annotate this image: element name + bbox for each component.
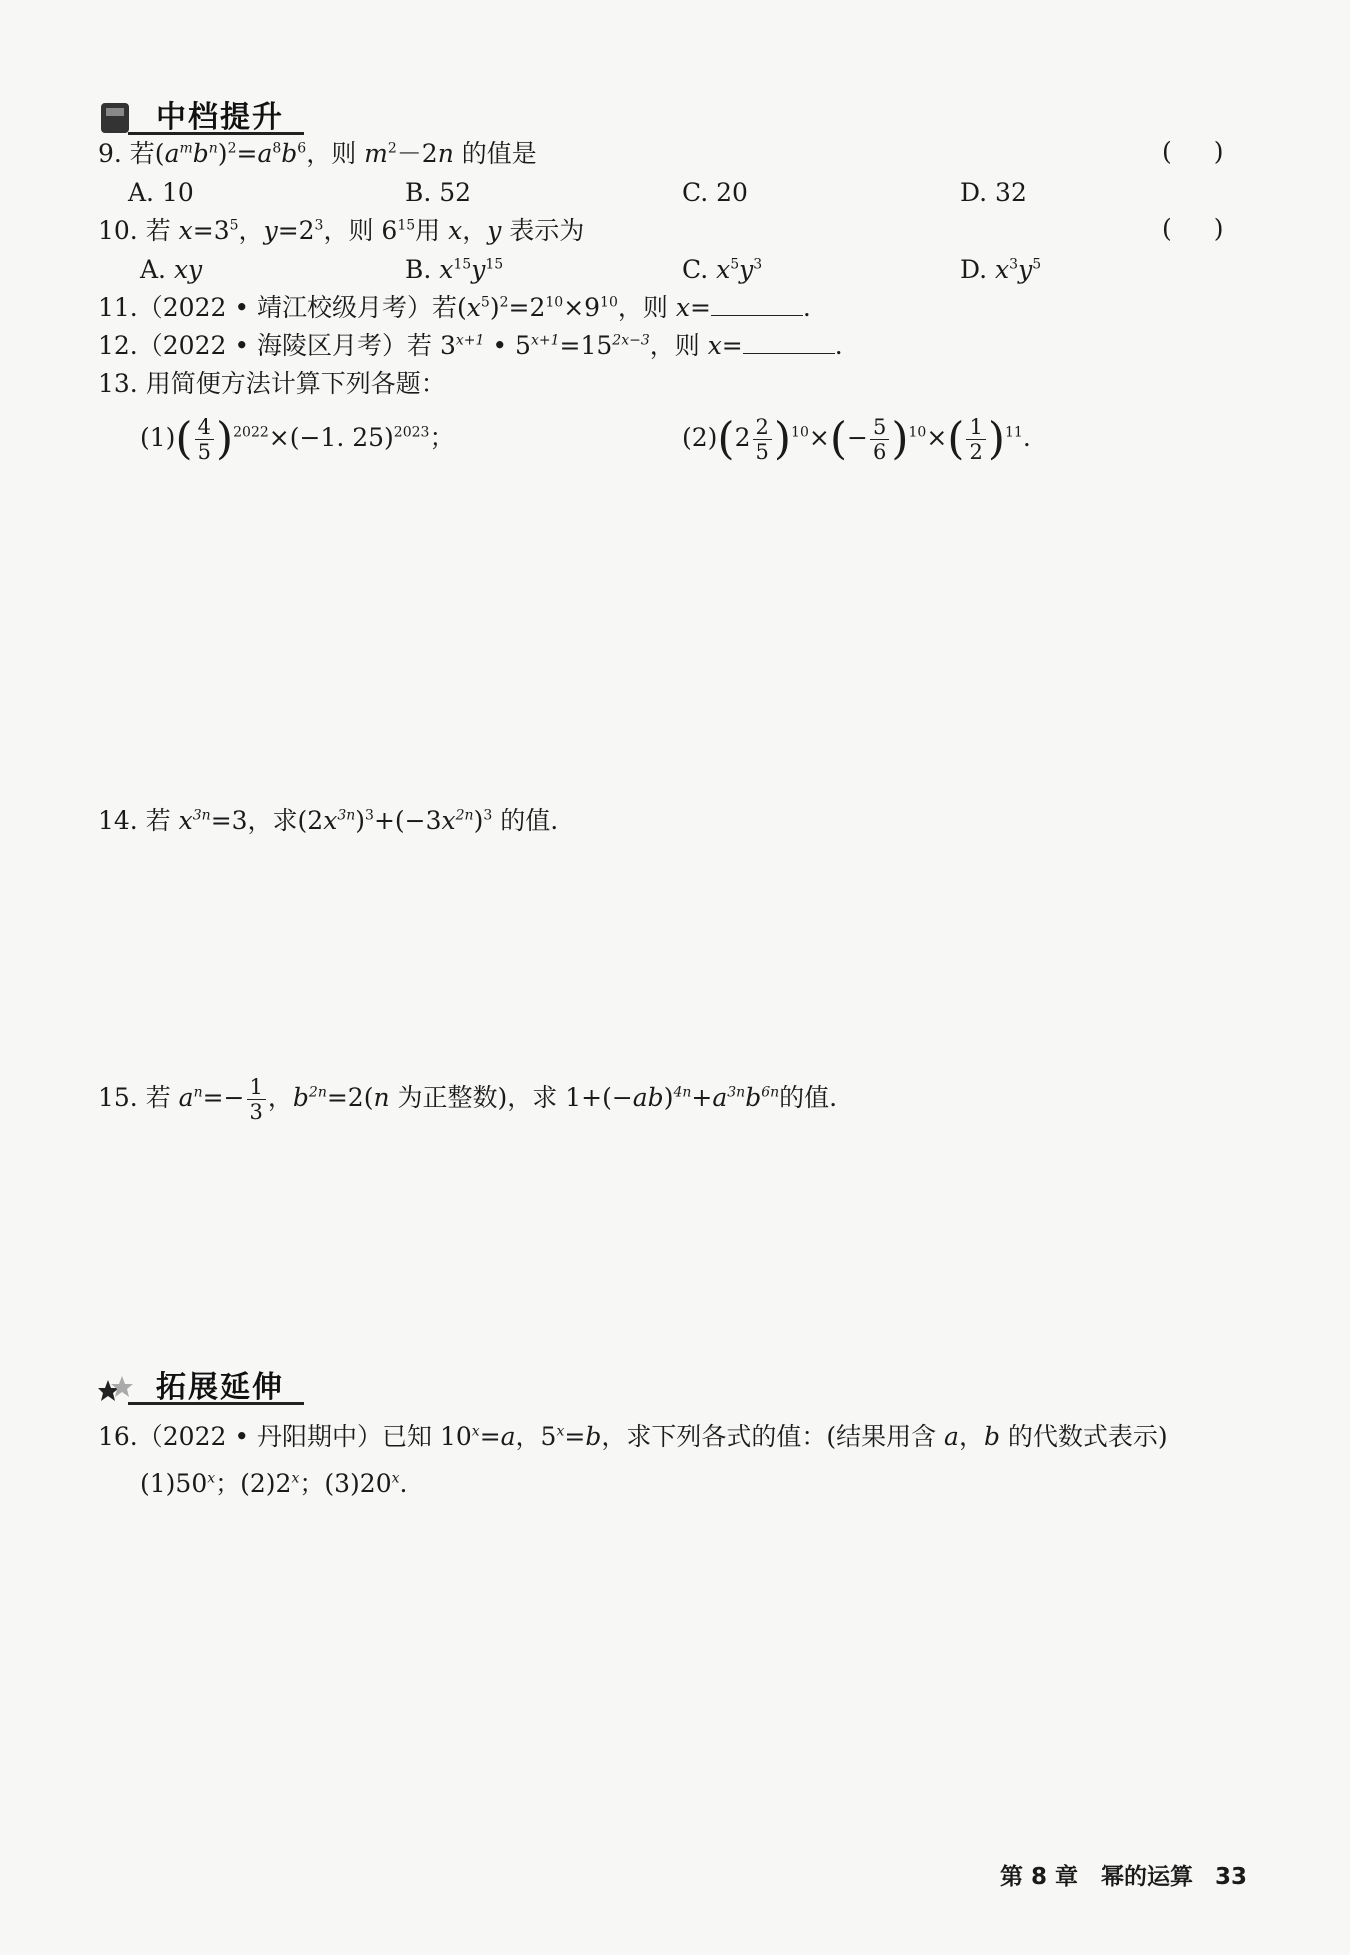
fraction-1-3: $\frac{1}{3}$ (247, 1075, 266, 1124)
answer-blank-12[interactable] (743, 333, 835, 354)
question-16: 16.（2022 • 丹阳期中）已知 $10^x=a$，$5^x=b$，求下列各式的值：(结果用含 a，b 的代数式表示) (98, 1422, 1168, 1451)
question-14: 14. 若 $x^{3n}=3$，求$(2x^{3n})^3+(-3x^{2n})^3$ 的值. (98, 806, 559, 835)
section-header-mid (98, 92, 308, 138)
q10-option-b: B. $x^{15}y^{15}$ (405, 255, 504, 284)
answer-blank-11[interactable] (711, 295, 803, 316)
q9-option-a: A. 10 (128, 178, 194, 207)
answer-paren-9: ( ) (1162, 137, 1224, 166)
q10-option-a: A. xy (140, 255, 203, 284)
chapter-title: 第 8 章 幂的运算 (1000, 1864, 1194, 1890)
q13-part-1: (1)( $\frac{4}{5}$ )$^{2022}$×(−1. 25)$^{2023}$； (140, 413, 455, 465)
question-15: 15. 若 $a^n=-$ $\frac{1}{3}$ ，$b^{2n}=2(n$ 为正整数)，求 $1+(-ab)^{4n}+a^{3n}b^{6n}$的值. (98, 1075, 838, 1124)
section-badge-icon (98, 100, 134, 136)
question-11: 11.（2022 • 靖江校级月考）若$(x^5)^2=2^{10}\times 9^{10}$，则 x= . (98, 293, 811, 322)
q16-subparts: (1)50$^x$；(2)2$^x$；(3)20$^x$. (140, 1469, 408, 1498)
section-title: 中档提升 (156, 100, 284, 135)
question-13: 13. 用简便方法计算下列各题： (98, 369, 446, 398)
star-badge-icon (98, 1370, 134, 1406)
q10-option-c: C. $x^5y^3$ (682, 255, 763, 284)
section-title: 拓展延伸 (156, 1370, 284, 1405)
page-footer (1000, 1858, 1247, 1891)
question-9: 9. 若$(a^mb^n)^2=a^8b^6$，则 $m^2-2n$ 的值是 (98, 139, 537, 168)
q13-part-2: (2)(2 $\frac{2}{5}$ )$^{10}$×(− $\frac{5}{6}$ )$^{10}$×( $\frac{1}{2}$ )$^{11}$. (682, 413, 1031, 465)
question-12: 12.（2022 • 海陵区月考）若 $3^{x+1}$ • $5^{x+1}=15^{2x-3}$，则 x= . (98, 331, 843, 360)
page-number: 33 (1215, 1864, 1248, 1890)
question-10: 10. 若 $x=3^5$，$y=2^3$，则 $6^{15}$用 x，y 表示为 (98, 216, 585, 245)
q9-option-d: D. 32 (960, 178, 1027, 207)
q10-option-d: D. $x^3y^5$ (960, 255, 1042, 284)
q9-option-b: B. 52 (405, 178, 472, 207)
q9-option-c: C. 20 (682, 178, 748, 207)
fraction-4-5: $\frac{4}{5}$ (195, 415, 214, 464)
answer-paren-10: ( ) (1162, 214, 1224, 243)
section-header-ext (98, 1362, 308, 1408)
